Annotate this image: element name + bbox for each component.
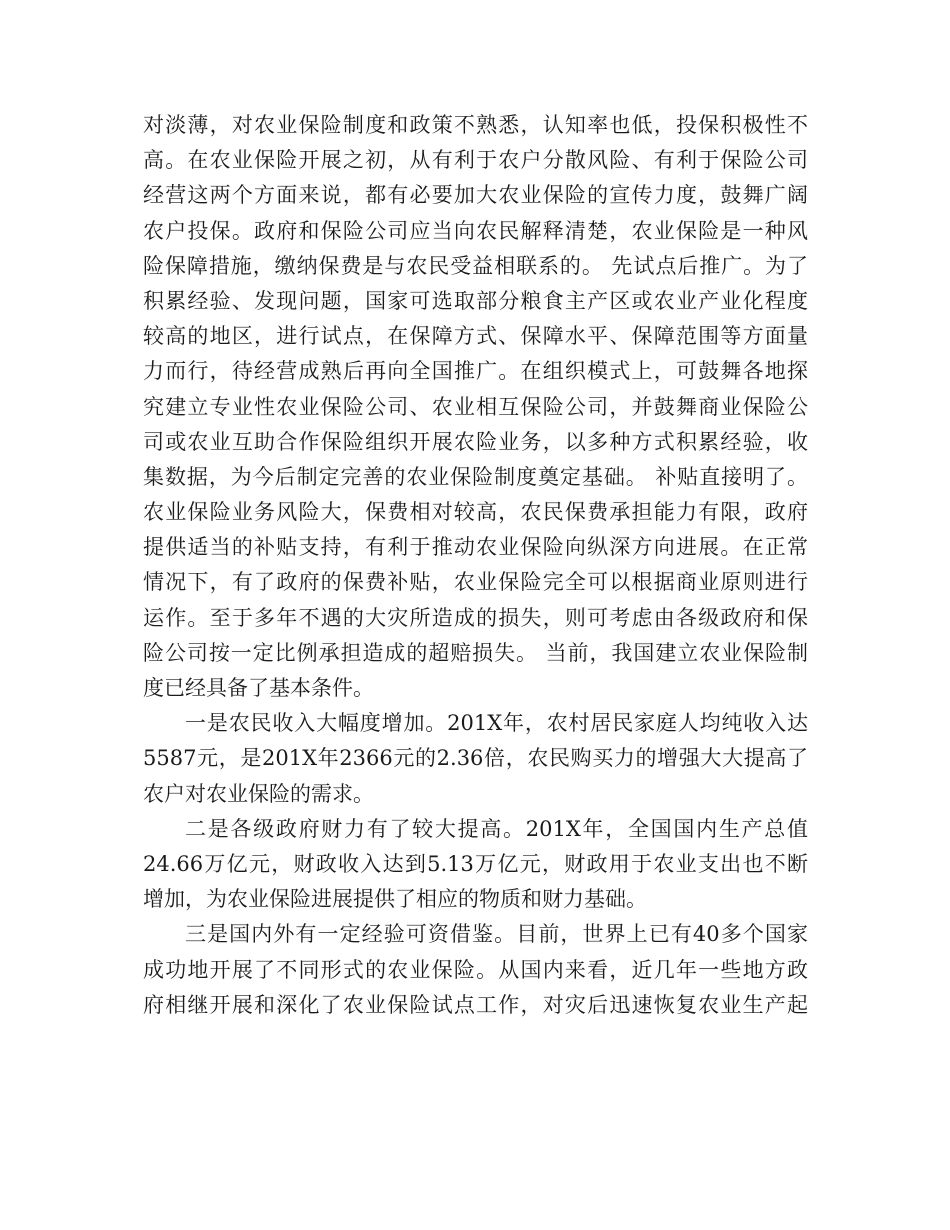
body-text	[143, 108, 808, 1023]
text-line: 农户对农业保险的需求。	[143, 781, 374, 806]
text-line: 情况下，有了政府的保费补贴，农业保险完全可以根据商业原则进行	[143, 570, 808, 595]
text-line: 险保障措施，缴纳保费是与农民受益相联系的。 先试点后推广。为了	[143, 253, 808, 278]
text-line: 对淡薄，对农业保险制度和政策不熟悉，认知率也低，投保积极性不	[143, 113, 808, 137]
text-line: 力而行，待经营成熟后再向全国推广。在组织模式上，可鼓舞各地探	[143, 359, 808, 384]
text-line: 积累经验、发现问题，国家可选取部分粮食主产区或农业产业化程度	[143, 288, 808, 313]
text-line: 司或农业互助合作保险组织开展农险业务，以多种方式积累经验，收	[143, 429, 808, 454]
text-line: 成功地开展了不同形式的农业保险。从国内来看，近几年一些地方政	[143, 957, 808, 982]
text-line: 究建立专业性农业保险公司、农业相互保险公司，并鼓舞商业保险公	[143, 394, 808, 419]
text-line: 运作。至于多年不遇的大灾所造成的损失，则可考虑由各级政府和保	[143, 605, 808, 630]
text-line: 较高的地区，进行试点，在保障方式、保障水平、保障范围等方面量	[143, 324, 808, 349]
text-line: 度已经具备了基本条件。	[143, 676, 374, 700]
text-line: 三是国内外有一定经验可资借鉴。目前，世界上已有40多个国家	[185, 922, 808, 947]
text-line: 增加，为农业保险进展提供了相应的物质和财力基础。	[143, 887, 647, 912]
text-line: 一是农民收入大幅度增加。201X年，农村居民家庭人均纯收入达	[185, 711, 808, 736]
text-line: 经营这两个方面来说，都有必要加大农业保险的宣传力度，鼓舞广阔	[143, 183, 808, 208]
text-line: 集数据，为今后制定完善的农业保险制度奠定基础。 补贴直接明了。	[143, 464, 808, 489]
text-line: 险公司按一定比例承担造成的超赔损失。 当前，我国建立农业保险制	[143, 640, 808, 665]
text-line: 农业保险业务风险大，保费相对较高，农民保费承担能力有限，政府	[143, 500, 808, 525]
text-line: 5587元，是201X年2366元的2.36倍，农民购买力的增强大大提高了	[143, 746, 808, 771]
text-line: 提供适当的补贴支持，有利于推动农业保险向纵深方向进展。在正常	[143, 535, 808, 560]
text-line: 府相继开展和深化了农业保险试点工作，对灾后迅速恢复农业生产起	[143, 992, 808, 1017]
text-line: 农户投保。政府和保险公司应当向农民解释清楚，农业保险是一种风	[143, 218, 808, 243]
text-line: 二是各级政府财力有了较大提高。201X年，全国国内生产总值	[185, 816, 808, 841]
text-line: 24.66万亿元，财政收入达到5.13万亿元，财政用于农业支出也不断	[143, 851, 808, 876]
text-line: 高。在农业保险开展之初，从有利于农户分散风险、有利于保险公司	[143, 148, 808, 173]
